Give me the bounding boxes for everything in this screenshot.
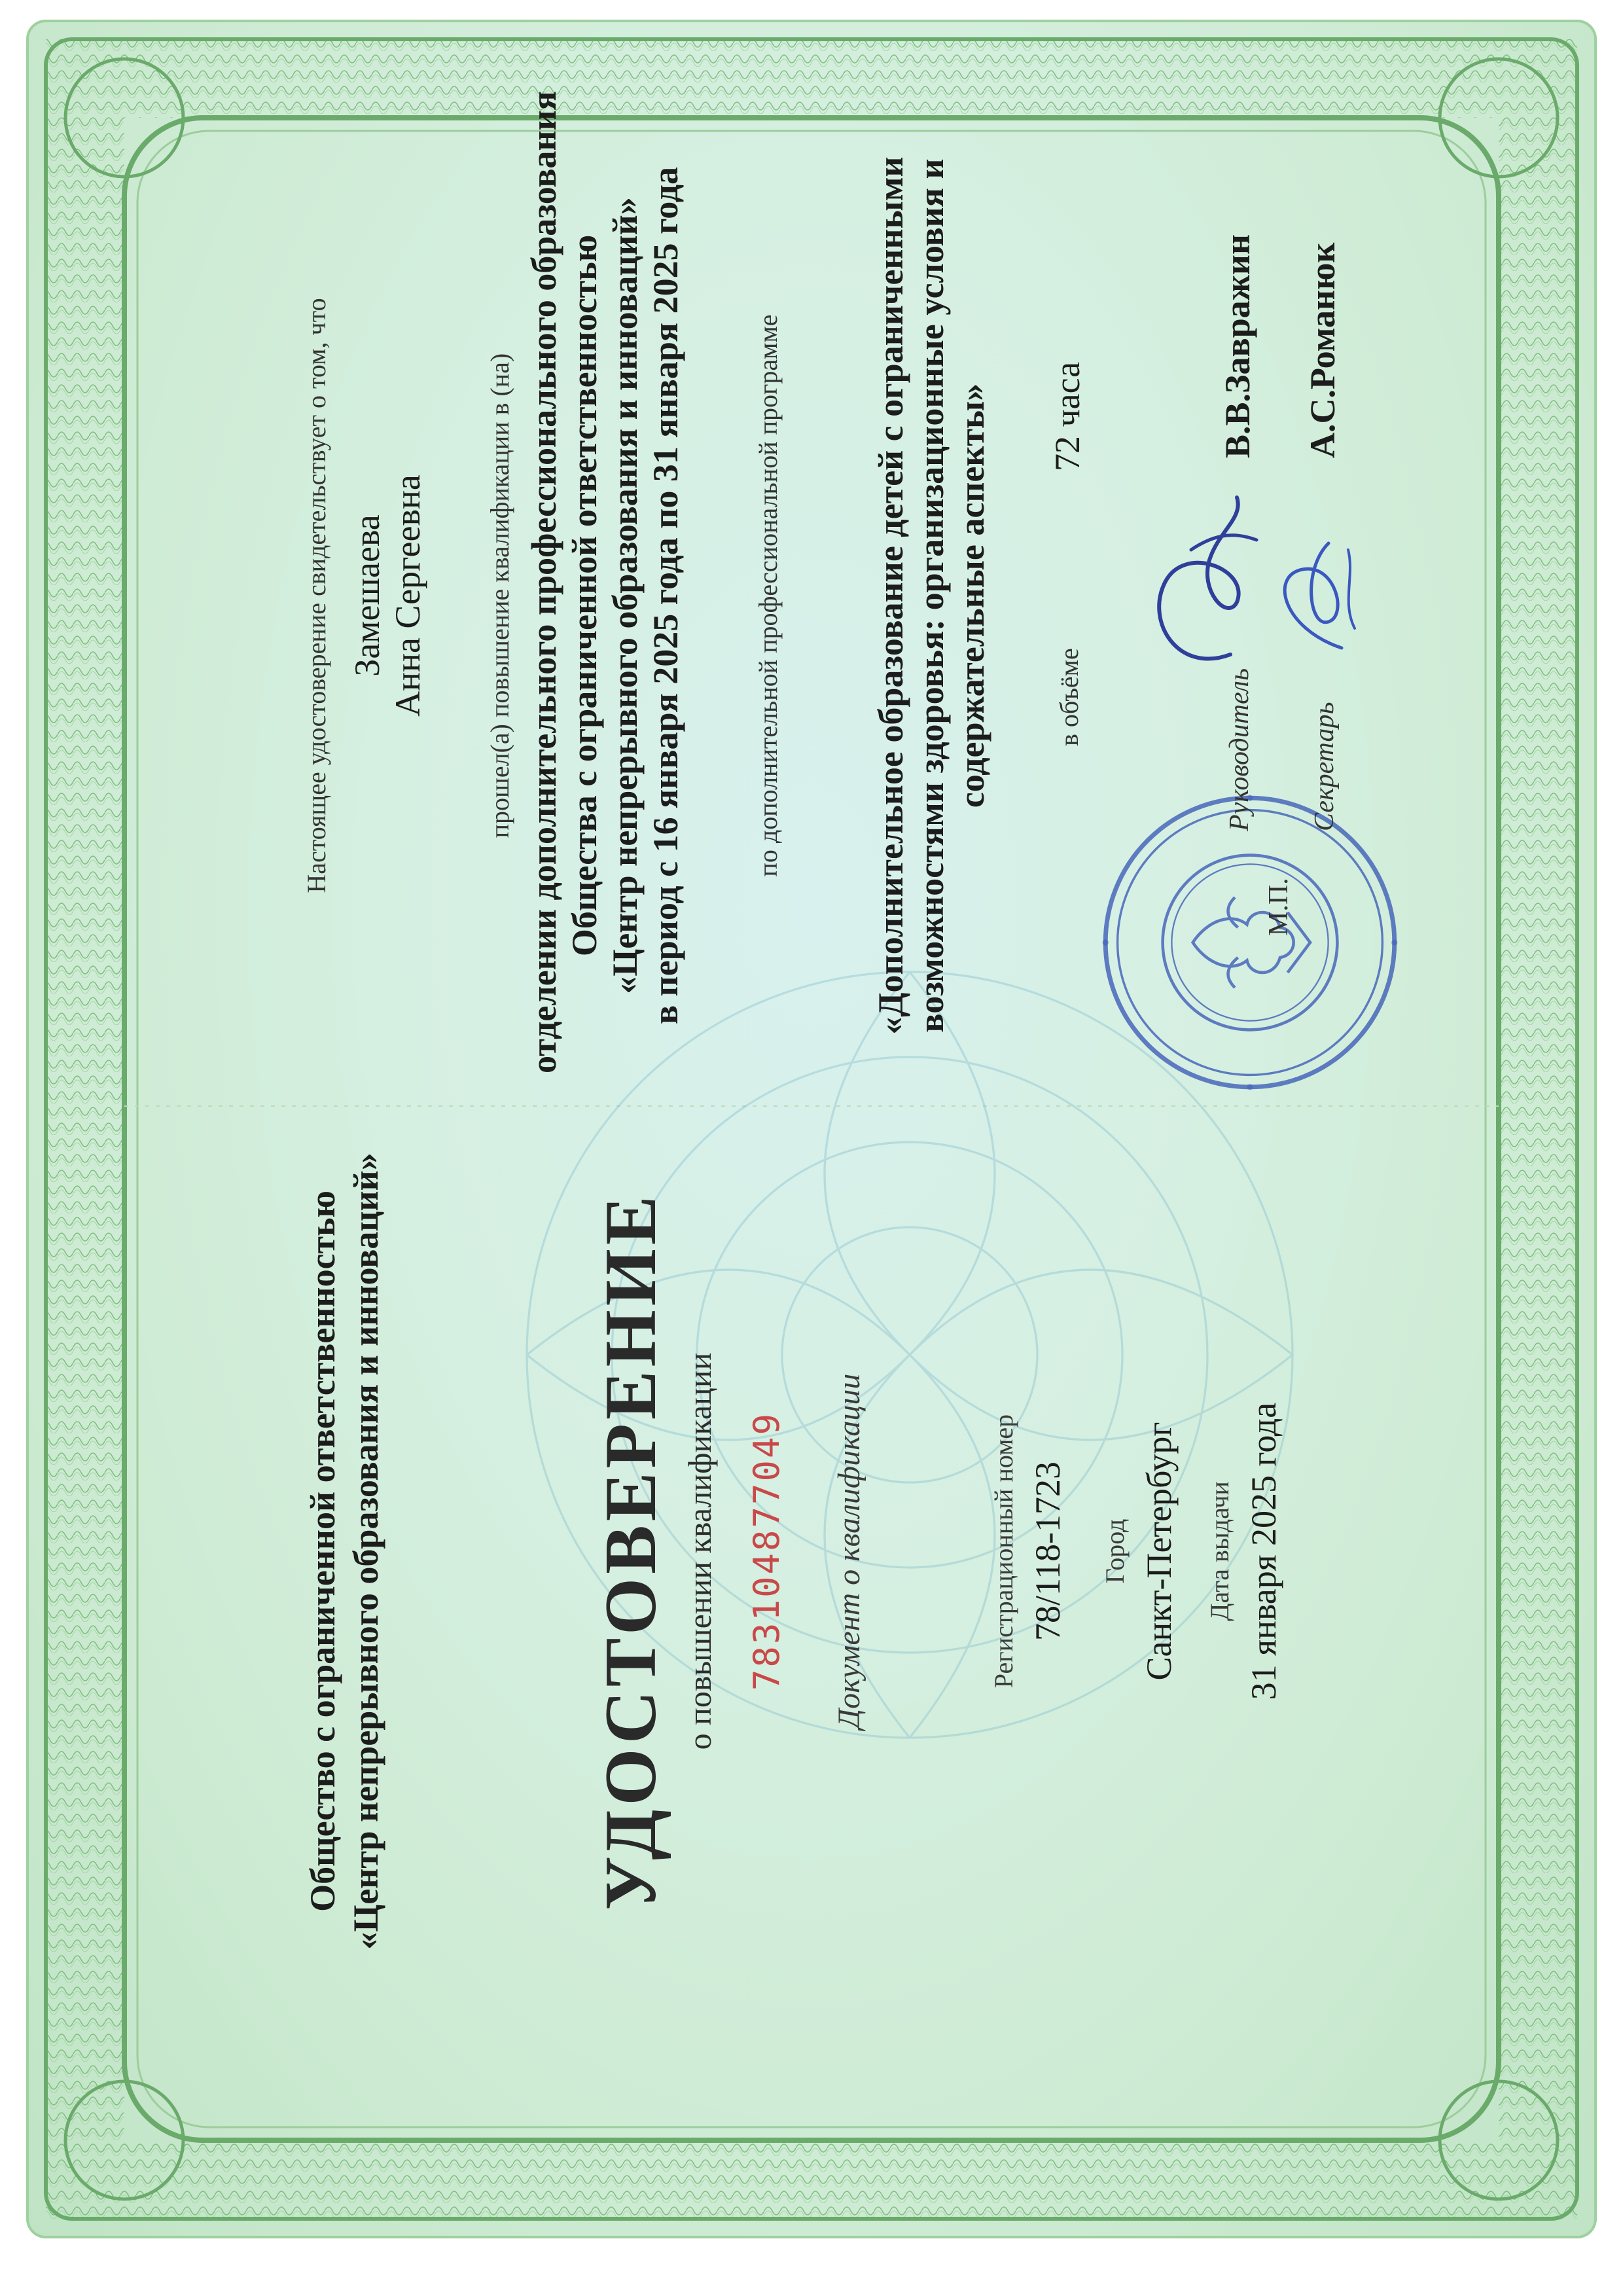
department-line-2: Общества с ограниченной ответственностью bbox=[565, 234, 604, 957]
organization-line-2: «Центр непрерывного образования и инноваций» bbox=[346, 1153, 385, 1950]
organization-line-1: Общество с ограниченной ответственностью bbox=[303, 1191, 342, 1912]
stamp-place-label: М.П. bbox=[1264, 878, 1294, 936]
program-label: по дополнительной профессиональной программе bbox=[753, 314, 783, 877]
city-value: Санкт-Петербург bbox=[1139, 1422, 1179, 1681]
document-kind: Документ о квалификации bbox=[832, 1373, 866, 1729]
head-name: В.В.Завражин bbox=[1218, 234, 1257, 458]
program-line-3: содержательные аспекты» bbox=[952, 383, 991, 808]
volume-label: в объёме bbox=[1054, 648, 1084, 746]
certificate-sheet bbox=[26, 20, 1597, 2238]
secretary-signature bbox=[1257, 524, 1374, 668]
department-line-1: отделении дополнительного профессионального образования bbox=[524, 91, 563, 1073]
issue-date-label: Дата выдачи bbox=[1205, 1481, 1234, 1621]
intro-text: Настоящее удостоверение свидетельствует о том, что bbox=[302, 298, 331, 893]
registration-number: 78/118-1723 bbox=[1028, 1462, 1067, 1641]
issue-date: 31 января 2025 года bbox=[1244, 1402, 1283, 1700]
training-period: в период с 16 января 2025 года по 31 января 2025 года bbox=[646, 166, 685, 1025]
department-line-3: «Центр непрерывного образования и инноваций» bbox=[605, 197, 645, 994]
certificate-content bbox=[26, 20, 1597, 2238]
serial-number: 783104877049 bbox=[746, 1411, 787, 1691]
document-subtitle: о повышении квалификации bbox=[681, 1352, 718, 1750]
program-line-2: возможностями здоровья: организационные условия и bbox=[912, 158, 951, 1033]
holder-given-names: Анна Сергеевна bbox=[388, 475, 427, 717]
passed-text: прошел(а) повышение квалификации в (на) bbox=[485, 353, 514, 838]
official-stamp bbox=[1099, 792, 1400, 1093]
secretary-role: Секретарь bbox=[1310, 702, 1340, 831]
city-label: Город bbox=[1100, 1518, 1130, 1584]
volume-value: 72 часа bbox=[1048, 361, 1087, 471]
document-title: УДОСТОВЕРЕНИЕ bbox=[590, 1192, 671, 1910]
program-line-1: «Дополнительное образование детей с ограниченными bbox=[871, 156, 910, 1035]
registration-label: Регистрационный номер bbox=[989, 1414, 1018, 1689]
holder-surname: Замешаева bbox=[348, 514, 387, 677]
head-role: Руководитель bbox=[1224, 668, 1255, 831]
secretary-name: А.С.Романюк bbox=[1303, 242, 1342, 458]
